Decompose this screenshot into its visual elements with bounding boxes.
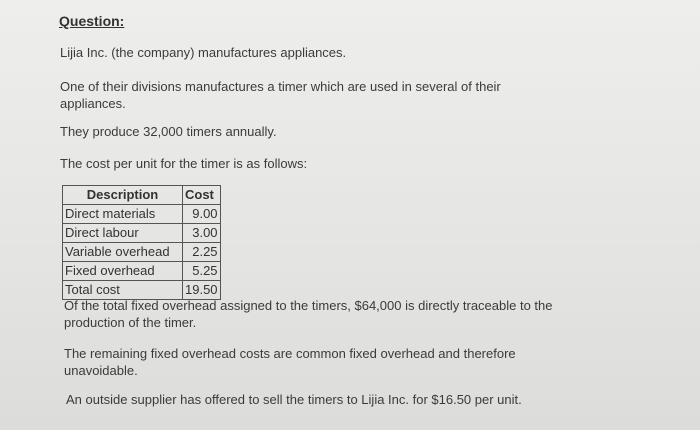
row-label: Variable overhead (63, 243, 183, 262)
table-row (63, 243, 221, 262)
question-heading: Question: (59, 13, 125, 29)
row-label: Direct materials (63, 205, 183, 224)
row-value: 2.25 (183, 243, 221, 262)
row-label: Direct labour (63, 224, 183, 243)
paragraph-traceable-overhead: Of the total fixed overhead assigned to the timers, $64,000 is directly traceable to the production of the timer. (64, 298, 553, 330)
table-row (63, 262, 221, 281)
row-value: 5.25 (183, 262, 221, 281)
table-row (63, 224, 221, 243)
table-row (63, 205, 221, 224)
row-value: 19.50 (183, 281, 221, 300)
row-label: Total cost (63, 281, 183, 300)
row-label: Fixed overhead (63, 262, 183, 281)
header-description: Description (63, 186, 183, 205)
paragraph-supplier-offer: An outside supplier has offered to sell the timers to Lijia Inc. for $16.50 per unit. (66, 392, 522, 407)
paragraph-production: They produce 32,000 timers annually. (60, 124, 277, 139)
paragraph-company: Lijia Inc. (the company) manufactures appliances. (60, 45, 347, 60)
paragraph-cost-intro: The cost per unit for the timer is as follows: (60, 156, 308, 171)
row-value: 9.00 (183, 205, 221, 224)
row-value: 3.00 (183, 224, 221, 243)
table-header-row (63, 186, 221, 205)
header-cost: Cost (183, 186, 221, 205)
paragraph-common-overhead: The remaining fixed overhead costs are common fixed overhead and therefore unavoidable. (64, 346, 516, 378)
paragraph-division: One of their divisions manufactures a timer which are used in several of their appliances. (60, 79, 501, 111)
cost-table (62, 185, 221, 300)
